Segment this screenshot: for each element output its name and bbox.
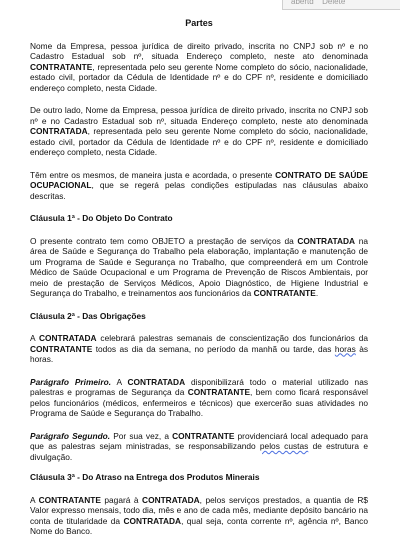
text: , representada pelo seu gerente Nome completo do sócio, nacionalidade, estado civil, portador da Cédula de Identidade nº e do CPF nº, residente e domiciliado endereço completo, nesta Cidade. (30, 126, 368, 157)
text: Por sua vez, a (110, 430, 173, 441)
delete-button[interactable]: Delete (322, 0, 346, 6)
spelling-flagged-text: horas (334, 343, 356, 354)
text: todos as dia da semana, no período da manhã ou tarde, das (92, 343, 335, 354)
text: na área de Saúde e Segurança do Trabalho pela elaboração, implantação e manutenção de um Programa de Saúde e Segurança no Trabalho, que compreenderá em um Controle Médico de Saúde Ocupacional e um Programa de Prevenção de Riscos Ambientais, por meio de prestação de Serviços Médicos, Apoio Diagnóstico, de Higiene Industrial e Segurança do Trabalho, e treinamentos aos funcionários da (30, 235, 368, 298)
paragraph-party-contratante (30, 41, 368, 94)
text: às (355, 343, 369, 354)
clause-2-paragraph-second (30, 431, 368, 463)
document-title: Partes (185, 18, 213, 28)
text: celebrará palestras semanais de conscientização dos funcionários da (96, 333, 368, 343)
text: Nome da Empresa, pessoa jurídica de direito privado, inscrita no CNPJ sob nº e no Cadastro Estadual sob nº, situada Endereço completo, neste ato denominada (30, 40, 368, 61)
document-page (30, 0, 368, 549)
text-bold: CONTRATANTE (30, 61, 93, 72)
text-bold: CONTRATADA (38, 333, 97, 343)
text: . (50, 354, 54, 364)
text: A (30, 494, 39, 505)
text: horas (30, 354, 51, 364)
text: disponibilizará todo o material utilizado nas palestras e programas de Segurança da (30, 376, 369, 397)
spelling-flagged-text: pelos custas (259, 441, 309, 451)
clause-2-heading: Cláusula 2ª - Das Obrigações (30, 310, 146, 321)
paragraph-label: Parágrafo Segundo. (30, 430, 111, 441)
text-bold: CONTRATADA (30, 126, 88, 136)
paragraph-label: Parágrafo Primeiro. (30, 376, 112, 387)
text-bold: CONTRATADA (297, 235, 356, 246)
clause-1-heading: Cláusula 1ª - Do Objeto Do Contrato (30, 213, 173, 223)
toolbar-left-text[interactable]: abertd (291, 0, 314, 6)
text-bold: CONTRATO DE SAÚDE OCUPACIONAL (30, 169, 368, 190)
text-bold: CONTRATADA (123, 515, 182, 526)
clause-2-paragraph (30, 333, 368, 365)
text: O presente contrato tem como OBJETO a prestação de serviços da (30, 235, 298, 246)
text: pagará à (100, 494, 143, 505)
text-bold: CONTRATANTE (30, 343, 93, 354)
text-bold: CONTRATANTE (38, 494, 101, 505)
text: , qual seja, conta corrente nº, agência nº, Banco Nome do Banco. (30, 515, 368, 536)
text-bold: CONTRATADA (127, 376, 186, 387)
paragraph-agreement (30, 170, 368, 202)
text: . (315, 288, 319, 298)
text: De outro lado, Nome da Empresa, pessoa jurídica de direito privado, inscrita no CNPJ sob nº e no Cadastro Estadual sob nº, situada Endereço completo, neste ato denominada (30, 105, 368, 126)
text: de estrutura e divulgação. (30, 441, 368, 462)
clause-2-paragraph-first (30, 377, 368, 419)
text: , que se regerá pelas condições estipuladas nas cláusulas abaixo descritas. (30, 180, 368, 201)
text: A (111, 376, 128, 387)
text: providenciará local adequado para que as palestras sejam ministradas, se responsabilizando (30, 430, 368, 451)
clause-3-paragraph (30, 495, 368, 537)
text-bold: CONTRATADA (142, 494, 200, 505)
clause-1-paragraph (30, 236, 368, 299)
text: , representada pelo seu gerente Nome completo do sócio, nacionalidade, estado civil, portador da Cédula de Identidade nº e do CPF nº, residente e domiciliado endereço completo, nesta Cidade. (30, 61, 368, 93)
text-bold: CONTRATANTE (172, 430, 235, 441)
clause-3-heading: Cláusula 3ª - Do Atraso na Entrega dos Produtos Minerais (30, 472, 260, 482)
paragraph-party-contratada (30, 105, 368, 158)
text: , bem como ficará responsável pelos funcionários (médicos, enfermeiros e técnicos) que exercerão suas atividades no Programa de Saúde e Segurança do Trabalho. (30, 387, 368, 418)
text-bold: CONTRATANTE (253, 288, 316, 298)
text: Têm entre os mesmos, de maneira justa e acordada, o presente (30, 169, 276, 180)
text: A (30, 333, 39, 343)
text-bold: CONTRATANTE (187, 387, 251, 397)
text: , pelos serviços prestados, a quantia de R$ Valor expresso mensais, todo dia, mês e ano de cada mês, mediante depósito bancário na conta de titularidade da (30, 494, 369, 526)
